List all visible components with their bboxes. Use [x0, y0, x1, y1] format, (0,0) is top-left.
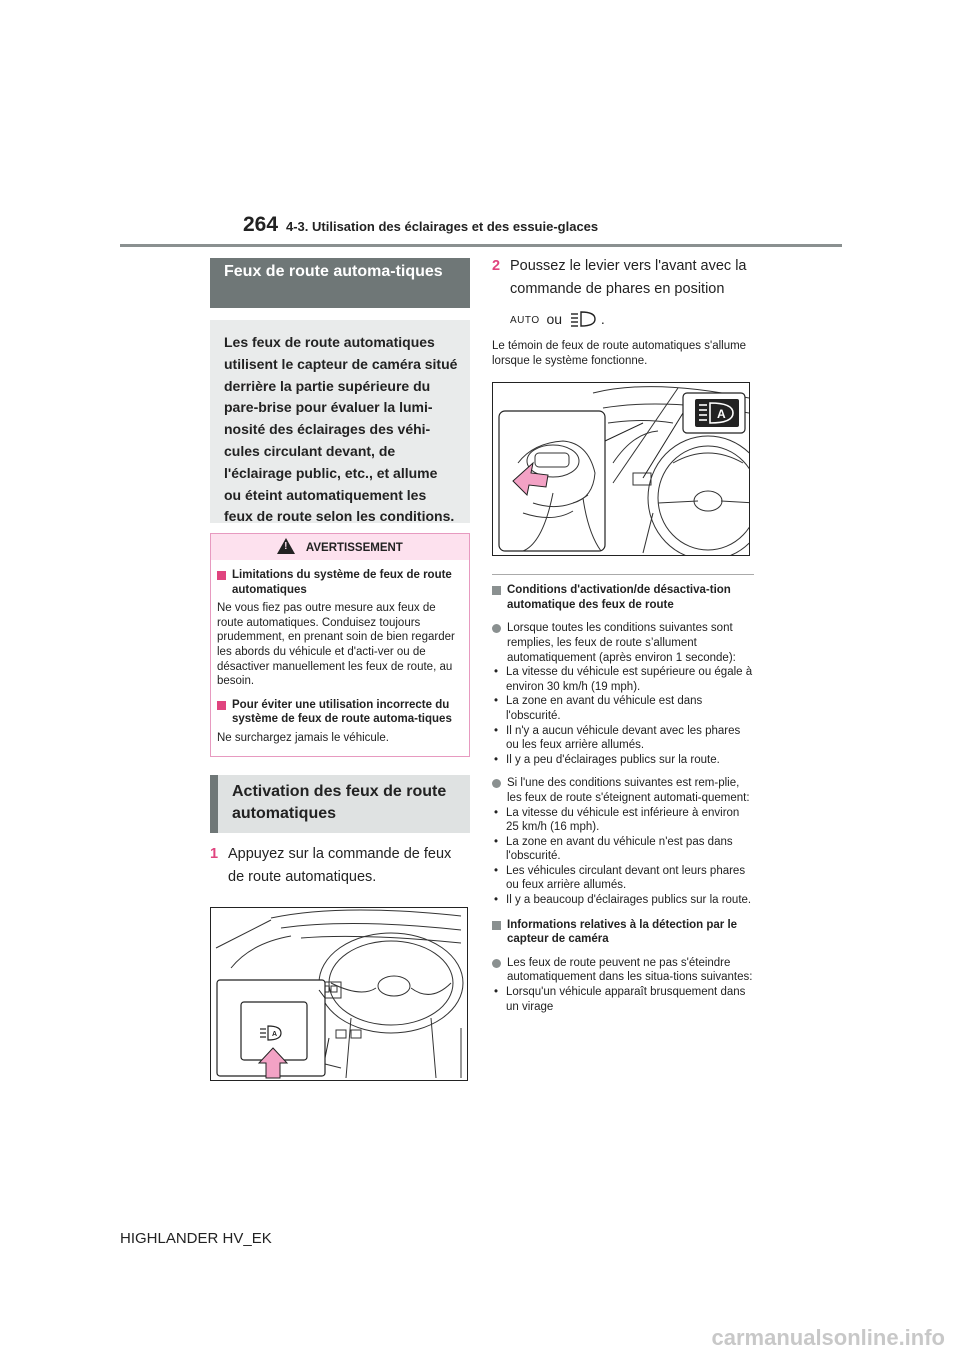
warning-item	[217, 568, 461, 597]
warning-item-text: Ne vous fiez pas outre mesure aux feux de route automatiques. Conduisez toujours prudemment, en prenant soin de bien regarder les abords du véhicule et d'acti-ver ou de désactiver manuellement les feux de route, au besoin.	[217, 602, 455, 688]
indicator-note: Le témoin de feux de route automatiques s'allume lorsque le système fonctionne.	[492, 340, 747, 367]
intro-text: Les feux de route automatiques utilisent le capteur de caméra situé derrière la partie supérieure du pare-brise pour évaluer la lumi-nosité des éclairages des véhi-cules circulant devant, de l'éclairage public, etc., et allume ou éteint automatiquement les feux de route selon les conditions.	[210, 320, 470, 523]
auto-position-label: AUTO	[510, 315, 540, 326]
left-column	[210, 258, 470, 1081]
condition-on-text: Lorsque toutes les conditions suivantes sont remplies, les feux de route s’allument automatiquement (après environ 1 seconde):	[507, 622, 736, 664]
square-bullet-icon	[217, 701, 226, 710]
step-1	[210, 843, 470, 889]
section-divider	[492, 574, 754, 575]
square-bullet-icon	[492, 586, 501, 595]
square-bullet-icon	[492, 921, 501, 930]
warning-item	[217, 698, 461, 727]
list-item: • Lorsqu'un véhicule apparaît brusquement dans un virage	[492, 985, 754, 1014]
condition-off-list	[492, 806, 754, 908]
step-text: Appuyez sur la commande de feux de route automatiques.	[228, 845, 452, 885]
warning-icon	[277, 538, 295, 554]
section-title-auto-high-beam: Feux de route automa-tiques	[210, 258, 470, 308]
step-text	[506, 255, 754, 301]
camera-info-list	[492, 985, 754, 1014]
warning-item-title: Limitations du système de feux de route automatiques	[232, 569, 452, 596]
camera-info-heading	[492, 918, 754, 947]
footer-model: HIGHLANDER HV_EK	[120, 1230, 272, 1247]
right-column	[492, 255, 754, 1014]
svg-text:A: A	[717, 407, 726, 422]
camera-info-title: Informations relatives à la détection par le capteur de caméra	[507, 918, 738, 946]
warning-item-title: Pour éviter une utilisation incorrecte du système de feux de route automa-tiques	[232, 698, 452, 726]
conditions-heading	[492, 583, 754, 612]
condition-on	[492, 621, 754, 665]
camera-info	[492, 956, 754, 985]
dashboard-figure	[210, 907, 468, 1081]
round-bullet-icon	[492, 624, 501, 633]
list-item: • La zone en avant du véhicule n'est pas dans l'obscurité.	[492, 835, 754, 864]
list-item: • Il y a peu d'éclairages publics sur la route.	[492, 753, 754, 768]
condition-off	[492, 776, 754, 805]
warning-box	[210, 533, 470, 757]
list-item: • Il y a beaucoup d'éclairages publics sur la route.	[492, 893, 754, 908]
step-2-positions: AUTO ou .	[510, 311, 605, 327]
step-number: 1	[210, 845, 219, 862]
list-item: • La zone en avant du véhicule est dans l'obscurité.	[492, 694, 754, 723]
header-rule	[120, 244, 842, 247]
camera-info-text: Les feux de route peuvent ne pas s'éteindre automatiquement dans les situa-tions suivantes:	[507, 956, 753, 984]
warning-label: AVERTISSEMENT	[305, 542, 403, 554]
round-bullet-icon	[492, 779, 501, 788]
warning-header	[211, 534, 469, 560]
step-number: 2	[492, 258, 501, 274]
warning-body	[211, 560, 469, 756]
list-item: • La vitesse du véhicule est supérieure ou égale à environ 30 km/h (19 mph).	[492, 665, 754, 694]
warning-item-text: Ne surchargez jamais le véhicule.	[217, 731, 389, 744]
list-item: • Il n'y a aucun véhicule devant avec les phares ou les feux arrière allumés.	[492, 724, 754, 753]
list-item: • Les véhicules circulant devant ont leurs phares ou feux arrière allumés.	[492, 864, 754, 893]
square-bullet-icon	[217, 571, 226, 580]
list-item: • La vitesse du véhicule est inférieure à environ 25 km/h (16 mph).	[492, 806, 754, 835]
conditions-title: Conditions d'activation/de désactiva-tion automatique des feux de route	[507, 584, 731, 611]
section-title-activation: Activation des feux de route automatiques	[210, 775, 470, 833]
condition-off-text: Si l'une des conditions suivantes est rem-plie, les feux de route s'éteignent automati-quement:	[507, 777, 750, 804]
step-2-text: Poussez le levier vers l'avant avec la commande de phares en position	[510, 258, 747, 297]
headlight-icon	[569, 310, 597, 328]
round-bullet-icon	[492, 959, 501, 968]
svg-text:A: A	[272, 1030, 278, 1038]
condition-on-list	[492, 665, 754, 767]
lever-figure	[492, 382, 750, 556]
watermark: carmanualsonline.info	[711, 1325, 945, 1350]
or-word: ou	[546, 311, 563, 327]
lever-illustration	[493, 383, 750, 556]
page-number: 264	[243, 213, 279, 236]
header-title: 4-3. Utilisation des éclairages et des essuie-glaces	[286, 219, 599, 234]
dashboard-illustration	[211, 908, 468, 1081]
step-2	[492, 255, 754, 301]
